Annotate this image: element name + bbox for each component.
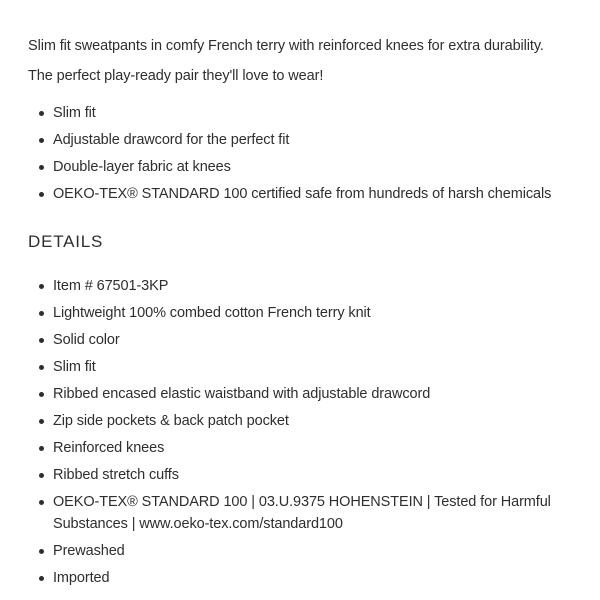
list-item: Slim fit [53,102,572,124]
list-item: Adjustable drawcord for the perfect fit [53,129,572,151]
details-list [28,275,572,589]
list-item: Prewashed [53,540,572,562]
list-item: Ribbed stretch cuffs [53,464,572,486]
list-item: OEKO-TEX® STANDARD 100 certified safe from hundreds of harsh chemicals [53,183,572,205]
list-item: Double-layer fabric at knees [53,156,572,178]
list-item: OEKO-TEX® STANDARD 100 | 03.U.9375 HOHENSTEIN | Tested for Harmful Substances | www.oeko-tex.com/standard100 [53,491,572,535]
feature-list [28,102,572,205]
list-item: Reinforced knees [53,437,572,459]
product-intro-text: Slim fit sweatpants in comfy French terry with reinforced knees for extra durability. The perfect play-ready pair they'll love to wear! [28,38,544,84]
list-item: Ribbed encased elastic waistband with adjustable drawcord [53,383,572,405]
list-item: Imported [53,567,572,589]
list-item: Zip side pockets & back patch pocket [53,410,572,432]
list-item: Solid color [53,329,572,351]
list-item: Lightweight 100% combed cotton French terry knit [53,302,572,324]
list-item: Item # 67501-3KP [53,275,572,297]
details-heading: DETAILS [28,232,104,251]
list-item: Slim fit [53,356,572,378]
